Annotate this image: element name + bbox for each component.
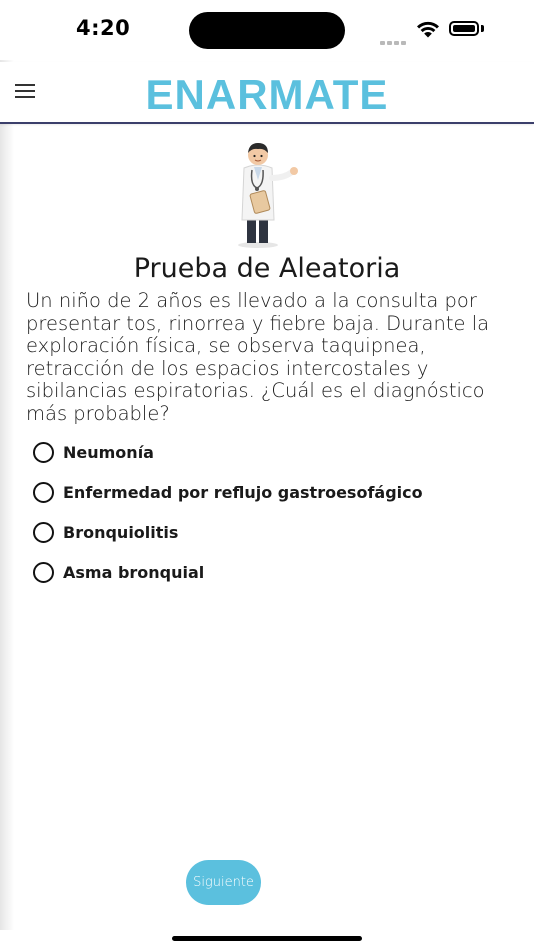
answer-option-label: Enfermedad por reflujo gastroesofágico bbox=[63, 482, 423, 502]
radio-button[interactable] bbox=[33, 442, 54, 463]
radio-button[interactable] bbox=[33, 482, 54, 503]
app-header bbox=[0, 62, 534, 124]
drawer-shadow bbox=[0, 60, 14, 930]
answer-options bbox=[33, 432, 513, 592]
cellular-signal-icon bbox=[380, 30, 410, 36]
dynamic-island bbox=[189, 12, 345, 49]
answer-option-1[interactable] bbox=[33, 432, 513, 472]
next-button[interactable]: Siguiente bbox=[186, 860, 261, 905]
answer-option-2[interactable] bbox=[33, 472, 513, 512]
answer-option-label: Asma bronquial bbox=[63, 562, 205, 582]
doctor-illustration-icon bbox=[222, 140, 302, 250]
radio-button[interactable] bbox=[33, 522, 54, 543]
wifi-icon bbox=[415, 19, 441, 39]
status-bar bbox=[0, 0, 534, 60]
battery-icon bbox=[449, 21, 479, 36]
answer-option-4[interactable] bbox=[33, 552, 513, 592]
answer-option-3[interactable] bbox=[33, 512, 513, 552]
question-text: Un niño de 2 años es llevado a la consulta por presentar tos, rinorrea y fiebre baja. Durante la exploración física, se observa taquipnea, retracción de los espacios intercostales y sibilancias espiratorias. ¿Cuál es el diagnóstico más probable? bbox=[26, 289, 490, 425]
brand-logo: ENARMATE bbox=[145, 71, 389, 118]
page-title: Prueba de Aleatoria bbox=[133, 253, 401, 284]
home-indicator[interactable] bbox=[172, 936, 362, 941]
status-time: 4:20 bbox=[76, 16, 131, 40]
battery-cap bbox=[481, 25, 484, 32]
radio-button[interactable] bbox=[33, 562, 54, 583]
answer-option-label: Bronquiolitis bbox=[63, 522, 179, 542]
answer-option-label: Neumonía bbox=[63, 442, 154, 462]
